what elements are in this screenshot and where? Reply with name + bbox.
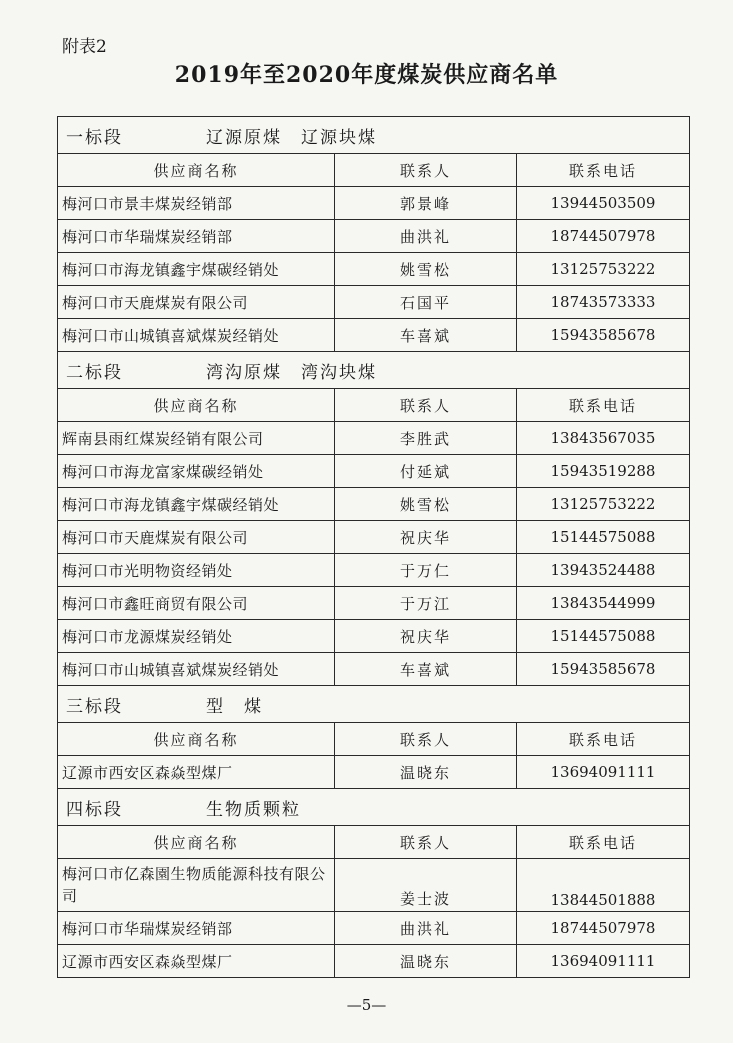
section-row [58, 686, 690, 723]
supplier-name: 梅河口市华瑞煤炭经销部 [58, 220, 335, 253]
contact-person: 车喜斌 [335, 653, 517, 686]
table-row [58, 455, 690, 488]
section-label: 二标段 [66, 362, 123, 383]
phone-number: 13125753222 [517, 488, 690, 521]
supplier-name: 辽源市西安区森焱型煤厂 [58, 756, 335, 789]
contact-person: 李胜武 [335, 422, 517, 455]
phone-number: 13694091111 [517, 756, 690, 789]
section-label: 四标段 [66, 799, 123, 820]
contact-person: 姜士波 [335, 859, 517, 912]
contact-person: 付延斌 [335, 455, 517, 488]
table-row [58, 422, 690, 455]
section-label: 三标段 [66, 696, 123, 717]
section-row [58, 352, 690, 389]
table-row [58, 187, 690, 220]
phone-number: 13943524488 [517, 554, 690, 587]
header-contact: 联系人 [335, 154, 517, 187]
page-title: 2019年至2020年度煤炭供应商名单 [174, 62, 559, 88]
supplier-table [57, 116, 690, 978]
phone-number: 15144575088 [517, 620, 690, 653]
phone-number: 13843544999 [517, 587, 690, 620]
header-phone: 联系电话 [517, 154, 690, 187]
supplier-name: 梅河口市山城镇喜斌煤炭经销处 [58, 653, 335, 686]
section-row [58, 789, 690, 826]
section-coal-type: 湾沟原煤 湾沟块煤 [206, 362, 377, 383]
column-header-row [58, 154, 690, 187]
table-row [58, 653, 690, 686]
phone-number: 15943585678 [517, 319, 690, 352]
contact-person: 姚雪松 [335, 253, 517, 286]
supplier-name: 梅河口市光明物资经销处 [58, 554, 335, 587]
table-row [58, 620, 690, 653]
section-coal-type: 生物质颗粒 [206, 799, 301, 820]
supplier-name: 梅河口市天鹿煤炭有限公司 [58, 286, 335, 319]
section-heading [58, 352, 690, 389]
table-row [58, 253, 690, 286]
table-row [58, 945, 690, 978]
header-supplier-name: 供应商名称 [58, 389, 335, 422]
contact-person: 姚雪松 [335, 488, 517, 521]
column-header-row [58, 826, 690, 859]
contact-person: 于万仁 [335, 554, 517, 587]
phone-number: 18744507978 [517, 220, 690, 253]
header-phone: 联系电话 [517, 826, 690, 859]
table-row [58, 756, 690, 789]
phone-number: 13944503509 [517, 187, 690, 220]
supplier-name: 辽源市西安区森焱型煤厂 [58, 945, 335, 978]
header-contact: 联系人 [335, 826, 517, 859]
supplier-name: 梅河口市天鹿煤炭有限公司 [58, 521, 335, 554]
supplier-name: 梅河口市海龙富家煤碳经销处 [58, 455, 335, 488]
table-row [58, 488, 690, 521]
header-contact: 联系人 [335, 723, 517, 756]
contact-person: 温晓东 [335, 945, 517, 978]
phone-number: 13694091111 [517, 945, 690, 978]
supplier-name: 梅河口市鑫旺商贸有限公司 [58, 587, 335, 620]
supplier-name: 梅河口市山城镇喜斌煤炭经销处 [58, 319, 335, 352]
phone-number: 18743573333 [517, 286, 690, 319]
section-label: 一标段 [66, 127, 123, 148]
table-row [58, 587, 690, 620]
header-contact: 联系人 [335, 389, 517, 422]
phone-number: 15943519288 [517, 455, 690, 488]
supplier-name: 梅河口市龙源煤炭经销处 [58, 620, 335, 653]
column-header-row [58, 723, 690, 756]
phone-number: 15144575088 [517, 521, 690, 554]
supplier-name: 梅河口市景丰煤炭经销部 [58, 187, 335, 220]
supplier-name: 梅河口市海龙镇鑫宇煤碳经销处 [58, 488, 335, 521]
page-number: —5— [346, 996, 387, 1014]
supplier-name: 梅河口市华瑞煤炭经销部 [58, 912, 335, 945]
supplier-table-body [58, 117, 690, 978]
section-heading [58, 789, 690, 826]
contact-person: 车喜斌 [335, 319, 517, 352]
header-supplier-name: 供应商名称 [58, 723, 335, 756]
phone-number: 13844501888 [517, 859, 690, 912]
header-supplier-name: 供应商名称 [58, 154, 335, 187]
contact-person: 石国平 [335, 286, 517, 319]
supplier-name: 梅河口市海龙镇鑫宇煤碳经销处 [58, 253, 335, 286]
section-coal-type: 辽源原煤 辽源块煤 [206, 127, 377, 148]
contact-person: 曲洪礼 [335, 912, 517, 945]
table-row [58, 912, 690, 945]
table-row [58, 286, 690, 319]
section-heading [58, 117, 690, 154]
table-row [58, 220, 690, 253]
phone-number: 15943585678 [517, 653, 690, 686]
contact-person: 于万江 [335, 587, 517, 620]
supplier-name: 辉南县雨红煤炭经销有限公司 [58, 422, 335, 455]
table-row [58, 521, 690, 554]
section-heading [58, 686, 690, 723]
table-row [58, 319, 690, 352]
contact-person: 郭景峰 [335, 187, 517, 220]
contact-person: 温晓东 [335, 756, 517, 789]
section-coal-type: 型 煤 [206, 696, 263, 717]
column-header-row [58, 389, 690, 422]
contact-person: 曲洪礼 [335, 220, 517, 253]
section-row [58, 117, 690, 154]
contact-person: 祝庆华 [335, 620, 517, 653]
table-row [58, 554, 690, 587]
header-supplier-name: 供应商名称 [58, 826, 335, 859]
header-phone: 联系电话 [517, 723, 690, 756]
table-row [58, 859, 690, 912]
supplier-name: 梅河口市亿森園生物质能源科技有限公司 [58, 859, 335, 912]
contact-person: 祝庆华 [335, 521, 517, 554]
phone-number: 18744507978 [517, 912, 690, 945]
phone-number: 13843567035 [517, 422, 690, 455]
attachment-label: 附表2 [62, 37, 107, 57]
header-phone: 联系电话 [517, 389, 690, 422]
phone-number: 13125753222 [517, 253, 690, 286]
